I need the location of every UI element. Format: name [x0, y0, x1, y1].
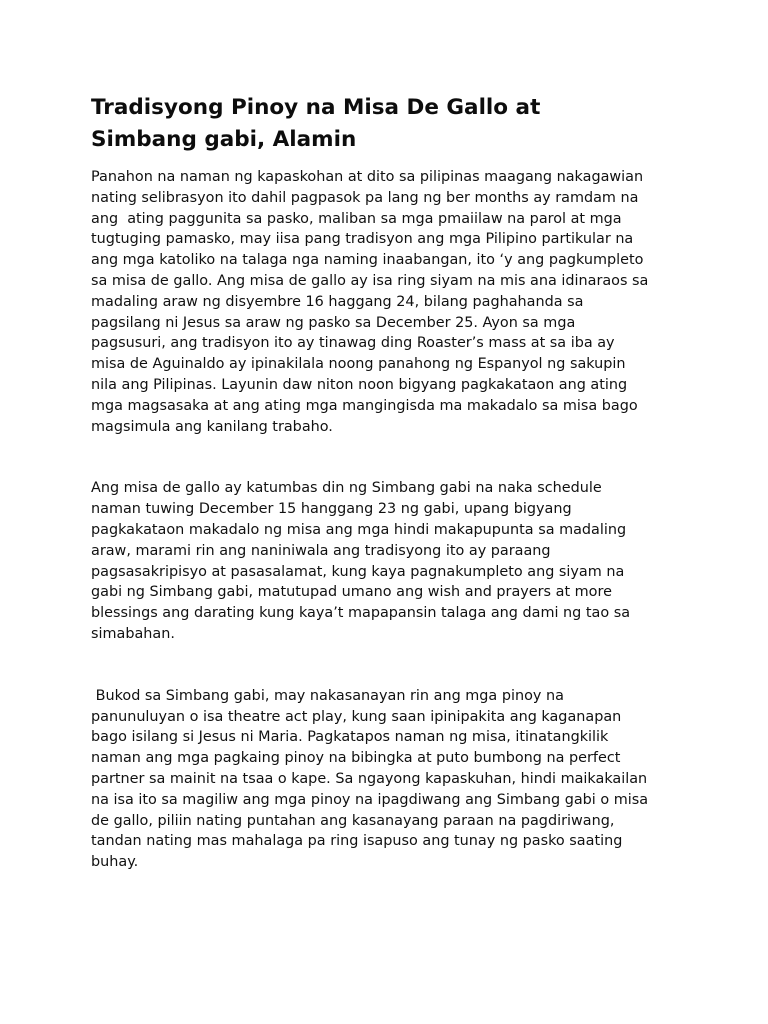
text-line: blessings ang darating kung kaya’t mapapansin talaga ang dami ng tao sa — [91, 605, 631, 622]
text-line: simabahan. — [91, 625, 175, 642]
text-line: nila ang Pilipinas. Layunin daw niton noon bigyang pagkakataon ang ating — [91, 376, 628, 393]
text-line: Ang misa de gallo ay katumbas din ng Simbang gabi na naka schedule — [91, 480, 602, 497]
text-line: naman tuwing December 15 hanggang 23 ng gabi, upang bigyang — [91, 501, 572, 518]
text-line: panunuluyan o isa theatre act play, kung saan ipinipakita ang kaganapan — [91, 708, 622, 725]
text-line: naman ang mga pagkaing pinoy na bibingka at puto bumbong na perfect — [91, 750, 621, 767]
text-line: buhay. — [91, 854, 139, 871]
document-title — [91, 92, 683, 156]
paragraph-spacer — [91, 437, 683, 478]
text-line: pagkakataon makadalo ng misa ang mga hindi makapupunta sa madaling — [91, 521, 627, 538]
title-line: Tradisyong Pinoy na Misa De Gallo at — [91, 95, 541, 120]
paragraph-2 — [91, 478, 683, 644]
text-line: mga magsasaka at ang ating mga mangingisda ma makadalo sa misa bago — [91, 397, 638, 414]
text-line: tugtuging pamasko, may iisa pang tradisyon ang mga Pilipino partikular na — [91, 231, 634, 248]
text-line: ang ating paggunita sa pasko, maliban sa mga pmaiilaw na parol at mga — [91, 210, 622, 227]
text-line: de gallo, piliin nating puntahan ang kasanayang paraan na pagdiriwang, — [91, 812, 615, 829]
text-line: nating selibrasyon ito dahil pagpasok pa lang ng ber months ay ramdam na — [91, 189, 639, 206]
text-line: pagsusuri, ang tradisyon ito ay tinawag ding Roaster’s mass at sa iba ay — [91, 335, 615, 352]
text-line: gabi ng Simbang gabi, matutupad umano ang wish and prayers at more — [91, 584, 612, 601]
text-line: misa de Aguinaldo ay ipinakilala noong panahong ng Espanyol ng sakupin — [91, 356, 626, 373]
text-line: araw, marami rin ang naniniwala ang tradisyong ito ay paraang — [91, 542, 551, 559]
paragraph-1 — [91, 167, 683, 437]
text-line: madaling araw ng disyembre 16 haggang 24, bilang paghahanda sa — [91, 293, 584, 310]
text-line: bago isilang si Jesus ni Maria. Pagkatapos naman ng misa, itinatangkilik — [91, 729, 609, 746]
text-line: pagsilang ni Jesus sa araw ng pasko sa December 25. Ayon sa mga — [91, 314, 576, 331]
text-line: pagsasakripisyo at pasasalamat, kung kaya pagnakumpleto ang siyam na — [91, 563, 625, 580]
text-line: na isa ito sa magiliw ang mga pinoy na ipagdiwang ang Simbang gabi o misa — [91, 791, 649, 808]
document-page — [91, 92, 683, 873]
text-line: tandan nating mas mahalaga pa ring isapuso ang tunay ng pasko saating — [91, 833, 623, 850]
text-line: partner sa mainit na tsaa o kape. Sa ngayong kapaskuhan, hindi maikakailan — [91, 770, 648, 787]
text-line: sa misa de gallo. Ang misa de gallo ay isa ring siyam na mis ana idinaraos sa — [91, 272, 649, 289]
text-line: ang mga katoliko na talaga nga naming inaabangan, ito ‘y ang pagkumpleto — [91, 252, 644, 269]
paragraph-3 — [91, 686, 683, 873]
text-line: magsimula ang kanilang trabaho. — [91, 418, 333, 435]
text-line: Bukod sa Simbang gabi, may nakasanayan rin ang mga pinoy na — [91, 687, 564, 704]
paragraph-spacer — [91, 645, 683, 686]
title-line: Simbang gabi, Alamin — [91, 127, 357, 152]
text-line: Panahon na naman ng kapaskohan at dito sa pilipinas maagang nakagawian — [91, 169, 644, 185]
